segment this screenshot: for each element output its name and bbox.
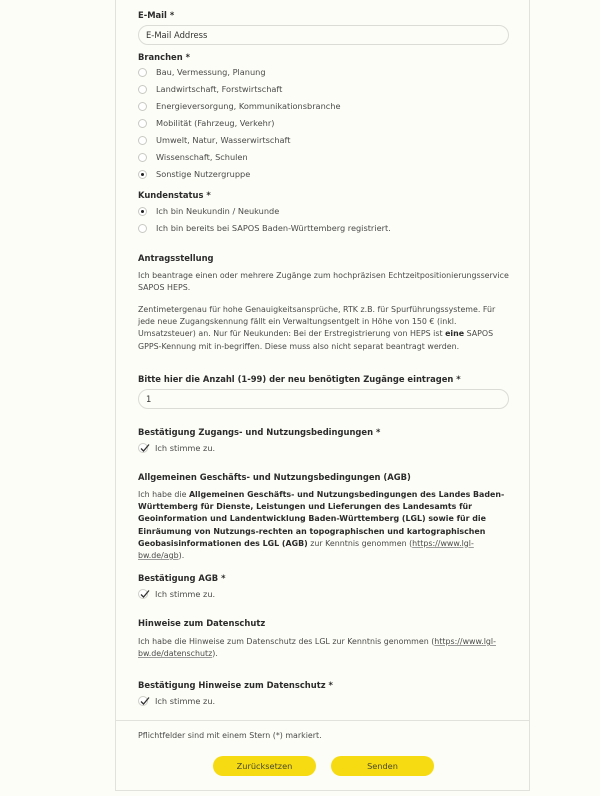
- agb-bold-text: Allgemeinen Geschäfts- und Nutzungsbedingungen des Landes Baden-Württemberg für Dienste, Leistungen und Lieferungen des Landesamts für Geoinformation und Landentwicklung Baden-Württemberg (LGL) sowie für die Einräumung von Nutzungs-rechten an topographischen und kartographischen Geobasisinformationen des LGL (AGB): [138, 490, 505, 548]
- agb-text: Ich habe die: [138, 490, 189, 499]
- zugang-confirm-label: Bestätigung Zugangs- und Nutzungsbedingungen *: [138, 427, 381, 437]
- datenschutz-paragraph: [138, 636, 510, 660]
- branchen-option[interactable]: [138, 133, 291, 147]
- form-panel: [115, 0, 530, 791]
- checkmark-icon: [139, 588, 151, 600]
- option-label: Energieversorgung, Kommunikationsbranche: [156, 101, 341, 111]
- anzahl-field[interactable]: 1: [138, 389, 509, 409]
- radio-button[interactable]: [138, 68, 147, 77]
- email-label: E-Mail *: [138, 10, 175, 20]
- branchen-option[interactable]: [138, 82, 282, 96]
- antrag-heading: Antragsstellung: [138, 253, 214, 263]
- datenschutz-heading: Hinweise zum Datenschutz: [138, 618, 266, 628]
- radio-button[interactable]: [138, 224, 147, 233]
- datenschutz-link[interactable]: https://www.lgl-bw.de/datenschutz: [138, 637, 496, 659]
- datenschutz-text: ).: [212, 649, 218, 659]
- branchen-option-selected[interactable]: [138, 167, 250, 181]
- email-field[interactable]: E-Mail Address: [138, 25, 509, 45]
- datenschutz-checkbox-row[interactable]: [138, 694, 215, 708]
- anzahl-label: Bitte hier die Anzahl (1-99) der neu benötigten Zugänge eintragen *: [138, 374, 461, 384]
- agb-heading: Allgemeinen Geschäfts- und Nutzungsbedingungen (AGB): [138, 472, 411, 482]
- option-label: Umwelt, Natur, Wasserwirtschaft: [156, 135, 291, 145]
- radio-button[interactable]: [138, 119, 147, 128]
- radio-button-selected[interactable]: [138, 170, 147, 179]
- branchen-option[interactable]: [138, 150, 248, 164]
- checkbox-checked[interactable]: [138, 589, 148, 599]
- submit-button[interactable]: Senden: [331, 756, 434, 776]
- footer-divider: [116, 720, 529, 721]
- branchen-option[interactable]: [138, 99, 341, 113]
- option-label: Wissenschaft, Schulen: [156, 152, 248, 162]
- checkbox-checked[interactable]: [138, 696, 148, 706]
- option-label: Sonstige Nutzergruppe: [156, 169, 251, 179]
- antrag-text: SAPOS GPPS-Kennung mit in-begriffen. Diese muss also nicht separat beantragt werden.: [138, 329, 494, 351]
- required-fields-note: Pflichtfelder sind mit einem Stern (*) markiert.: [138, 731, 322, 740]
- radio-button-selected[interactable]: [138, 207, 147, 216]
- radio-button[interactable]: [138, 85, 147, 94]
- option-label: Bau, Vermessung, Planung: [156, 67, 266, 77]
- checkbox-checked[interactable]: [138, 443, 148, 453]
- checkmark-icon: [139, 442, 151, 454]
- zugang-checkbox-row[interactable]: [138, 441, 215, 455]
- branchen-label: Branchen *: [138, 52, 190, 62]
- kundenstatus-option[interactable]: [138, 221, 391, 235]
- branchen-option[interactable]: [138, 116, 274, 130]
- agb-paragraph: [138, 489, 510, 562]
- antrag-paragraph-1: Ich beantrage einen oder mehrere Zugänge zum hochpräzisen Echtzeitpositionierungsservice SAPOS HEPS.: [138, 271, 509, 293]
- kundenstatus-label: Kundenstatus *: [138, 190, 211, 200]
- agb-link[interactable]: https://www.lgl-bw.de/agb: [138, 538, 474, 561]
- option-label: Landwirtschaft, Forstwirtschaft: [156, 84, 283, 94]
- kundenstatus-option-selected[interactable]: [138, 204, 279, 218]
- agb-checkbox-row[interactable]: [138, 587, 215, 601]
- reset-button[interactable]: Zurücksetzen: [213, 756, 316, 776]
- branchen-option[interactable]: [138, 65, 266, 79]
- option-label: Mobilität (Fahrzeug, Verkehr): [156, 118, 275, 128]
- checkmark-icon: [139, 695, 151, 707]
- datenschutz-confirm-label: Bestätigung Hinweise zum Datenschutz *: [138, 680, 333, 690]
- antrag-text: Zentimetergenau für hohe Genauigkeitsansprüche, RTK z.B. für Spurführungssysteme. Für jede neue Zugangskennung fällt ein Verwaltungsentgelt in Höhe von 150 € (inkl. Umsatzsteuer) an. Nur für Neukunden: Bei der Erstregistrierung von HEPS ist: [138, 305, 496, 339]
- checkbox-label: Ich stimme zu.: [155, 589, 216, 599]
- antrag-bold-text: eine: [445, 329, 465, 339]
- agb-text: zur Kenntnis genommen (: [307, 538, 413, 548]
- option-label: Ich bin bereits bei SAPOS Baden-Württemberg registriert.: [156, 223, 391, 233]
- checkbox-label: Ich stimme zu.: [155, 443, 216, 453]
- option-label: Ich bin Neukundin / Neukunde: [156, 206, 280, 216]
- agb-text: ).: [178, 551, 185, 561]
- datenschutz-text: Ich habe die Hinweise zum Datenschutz des LGL zur Kenntnis genommen (: [138, 637, 435, 646]
- antrag-paragraph-2: [138, 304, 510, 353]
- checkbox-label: Ich stimme zu.: [155, 696, 216, 706]
- radio-button[interactable]: [138, 102, 147, 111]
- radio-button[interactable]: [138, 136, 147, 145]
- agb-confirm-label: Bestätigung AGB *: [138, 573, 226, 583]
- radio-button[interactable]: [138, 153, 147, 162]
